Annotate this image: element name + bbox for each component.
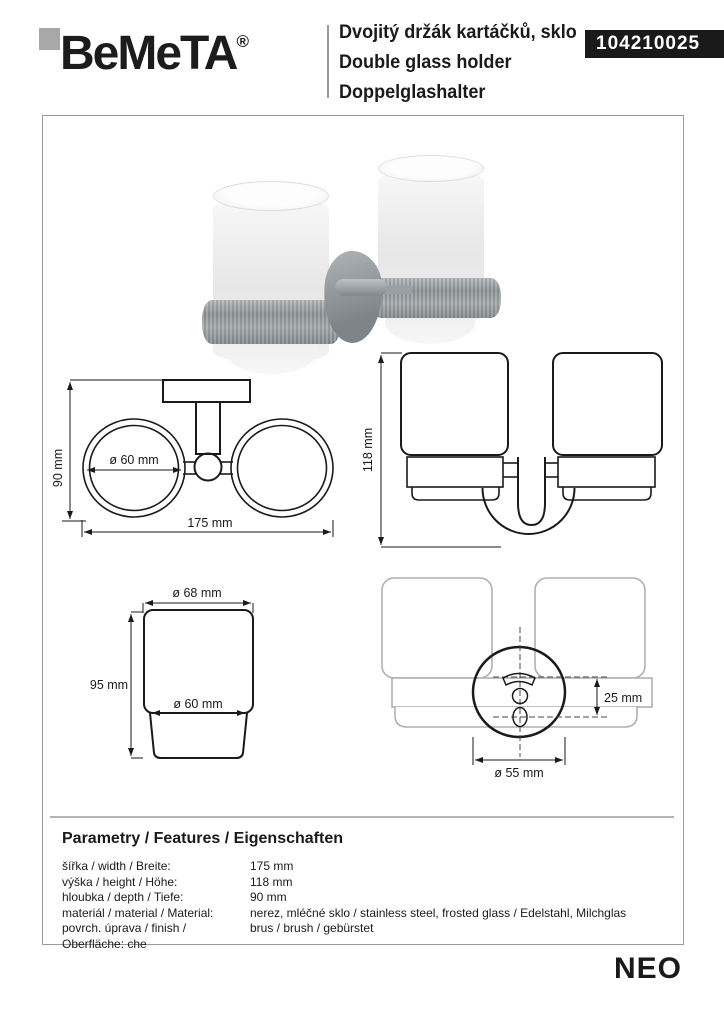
brand-logo [60,12,249,84]
parameters-section [62,830,662,952]
product-title-de: Doppelglashalter [339,82,486,103]
drawing-cup-detail [85,582,270,772]
param-label: hloubka / depth / Tiefe: [62,890,184,904]
dim-width-label: 175 mm [187,516,233,530]
param-value: 90 mm [250,890,287,904]
param-row-material [62,906,662,922]
param-value: 175 mm [250,859,294,873]
product-title-cs: Dvojitý držák kartáčků, sklo [339,22,577,43]
param-label: výška / height / Höhe: [62,874,178,889]
photo-right-holder-ring [371,278,501,318]
param-value: brus / brush / gebürstet [250,921,374,935]
param-value: 118 mm [250,874,293,889]
params-separator [50,816,674,818]
product-title-en: Double glass holder [339,52,512,73]
dim-hole-spacing-label: 25 mm [604,691,643,705]
dim-cup-bottom-diameter-label: ø 60 mm [173,697,223,711]
param-row-height [62,875,662,891]
product-titles [339,18,577,108]
photo-left-cup-rim [213,181,329,211]
brand-mark [39,28,60,50]
dim-inner-diameter-label: ø 60 mm [109,453,159,467]
dim-plate-diameter-label: ø 55 mm [494,766,544,780]
brand-name: BeMeTA [60,27,237,80]
series-name: NEO [613,952,682,985]
drawing-mount-detail [375,565,690,785]
drawing-front-view [355,345,675,555]
photo-mount-peg [335,279,387,296]
param-row-depth [62,890,662,906]
dim-height-label: 118 mm [361,427,375,473]
dim-cup-height-label: 95 mm [89,678,129,692]
product-photo [185,148,485,366]
product-code-badge: 104210025 [585,30,724,58]
param-label: materiál / material / Material: [62,905,214,920]
dim-depth-label: 90 mm [51,448,65,488]
drawing-top-view [45,370,345,542]
param-value: nerez, mléčné sklo / stainless steel, frosted glass / Edelstahl, Milchglas [250,905,627,920]
photo-right-cup-rim [378,155,484,182]
header-divider [327,25,329,98]
param-row-finish [62,921,662,952]
param-row-width [62,859,662,875]
parameters-heading: Parametry / Features / Eigenschaften [62,830,343,847]
param-label: povrch. úprava / finish / Oberfläche: che [62,921,187,951]
dim-cup-top-diameter-label: ø 68 mm [172,586,222,600]
param-label: šířka / width / Breite: [62,859,171,873]
photo-left-holder-ring [202,300,341,344]
registered-symbol: ® [236,32,249,51]
photo-right-cup-foot [385,318,475,344]
